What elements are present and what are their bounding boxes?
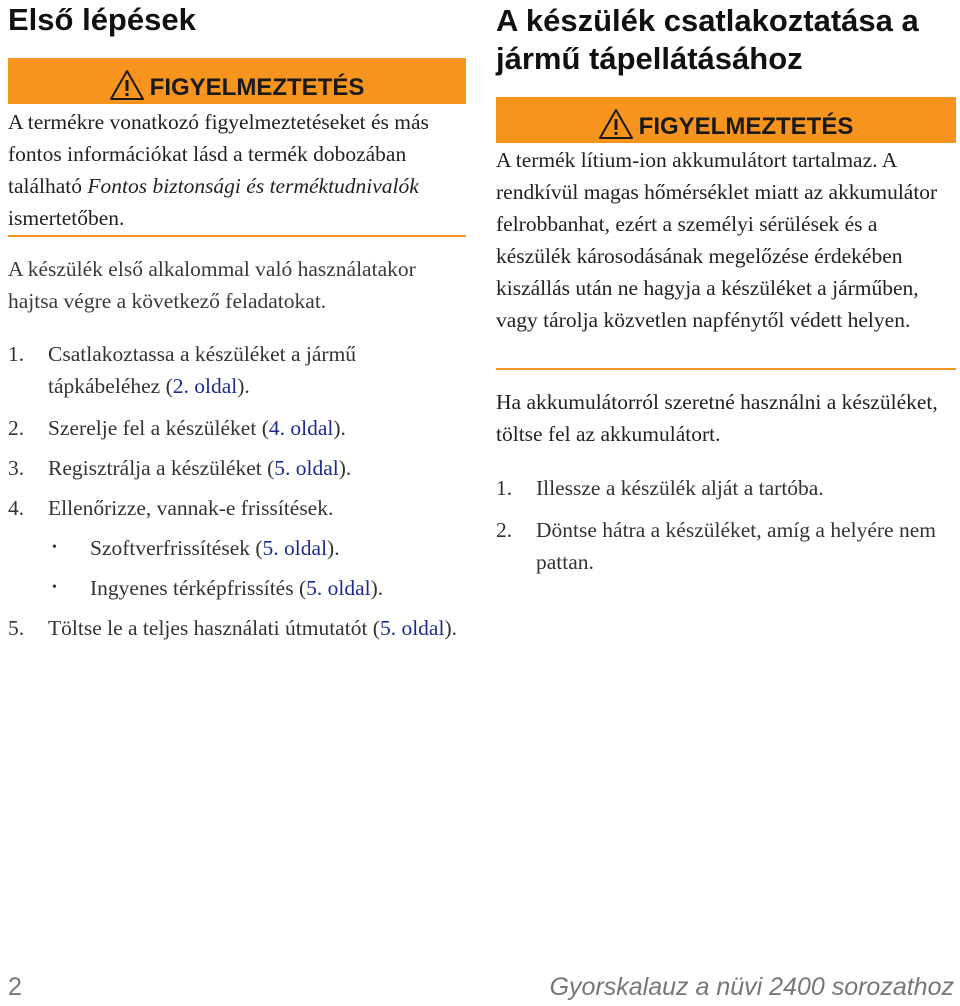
warning-divider — [8, 235, 466, 237]
step-item: 2. Szerelje fel a készüléket (4. oldal). — [8, 416, 346, 440]
document-title: Gyorskalauz a nüvi 2400 sorozathoz — [549, 973, 954, 1001]
bullet: • — [52, 540, 57, 555]
sub-step-item: • Ingyenes térképfrissítés (5. oldal). — [8, 572, 466, 604]
charge-steps — [496, 472, 956, 578]
warning-banner — [8, 58, 466, 104]
section-title: A készülék csatlakoztatása a jármű tápellátásához — [496, 3, 919, 76]
page-link[interactable]: 4. oldal — [268, 416, 334, 440]
warning-triangle-icon — [110, 70, 144, 100]
page-title: Első lépések — [8, 2, 196, 37]
warning-divider — [496, 368, 956, 370]
setup-steps — [8, 338, 466, 644]
step-item: 1. Csatlakoztassa a készüléket a jármű tápkábeléhez (2. oldal). — [8, 342, 357, 398]
page-number: 2 — [8, 973, 22, 1001]
step-item: 1. Illessze a készülék alját a tartóba. — [496, 476, 824, 500]
warning-triangle-icon — [599, 109, 633, 139]
bullet: • — [52, 580, 57, 595]
step-item: 3. Regisztrálja a készüléket (5. oldal). — [8, 456, 352, 480]
warning-title: FIGYELMEZTETÉS — [149, 74, 365, 101]
page-link[interactable]: 2. oldal — [172, 374, 238, 398]
step-item: 4. Ellenőrizze, vannak-e frissítések. — [8, 496, 334, 520]
safety-guide-title: Fontos biztonsági és terméktudnivalók — [87, 174, 419, 198]
warning-text: A termék lítium-ion akkumulátort tartalmaz. A rendkívül magas hőmérséklet miatt az akkumulátor felrobbanhat, ezért a személyi sérülések és a készülék károsodásának megelőzése érdekében kiszállás után ne hagyja a készüléket a járműben, vagy tárolja közvetlen napfénytől védett helyen. — [496, 148, 938, 332]
warning-banner — [496, 97, 956, 143]
page-link[interactable]: 5. oldal — [274, 456, 339, 480]
warning-text: A termékre vonatkozó figyelmeztetéseket és más fontos információkat lásd a termék dobozában található Fontos biztonsági és terméktudnivalók ismertetőben. — [8, 110, 429, 230]
intro-text: A készülék első alkalommal való használatakor hajtsa végre a következő feladatokat. — [8, 257, 416, 313]
step-item: 5. Töltse le a teljes használati útmutatót (5. oldal). — [8, 616, 457, 640]
page-link[interactable]: 5. oldal — [379, 616, 445, 640]
sub-step-item: • Szoftverfrissítések (5. oldal). — [8, 532, 466, 564]
page-link[interactable]: 5. oldal — [306, 576, 371, 600]
intro-text: Ha akkumulátorról szeretné használni a készüléket, töltse fel az akkumulátort. — [496, 390, 938, 446]
warning-title: FIGYELMEZTETÉS — [638, 113, 854, 140]
step-item: 2. Döntse hátra a készüléket, amíg a helyére nem pattan. — [496, 518, 936, 574]
page-link[interactable]: 5. oldal — [262, 536, 328, 560]
